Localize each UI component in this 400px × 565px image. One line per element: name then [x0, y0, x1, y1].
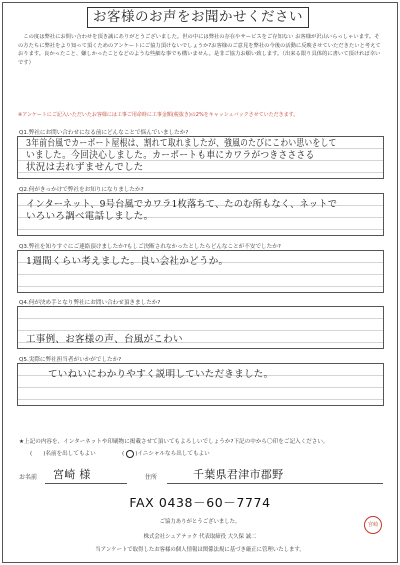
name-field[interactable]: 宮崎 様 — [53, 468, 91, 481]
q1-answer-box[interactable] — [17, 136, 384, 179]
q5-answer-line: ていねいにわかりやすく説明していただきました。 — [48, 369, 274, 380]
q1-label: Q1.弊社にお問い合わせになる前にどんなことで悩んでいましたか? — [19, 130, 189, 136]
q5-label: Q5.実際に弊社担当者がいかがでしたか? — [19, 357, 122, 363]
name-underline — [45, 483, 127, 484]
q3-answer-box[interactable] — [17, 250, 384, 293]
q4-answer-line: 工事例、お客様の声、台風がこわい — [26, 334, 183, 345]
company-name: 株式会社シェアテック 代表取締役 大久保 誠二 — [143, 534, 257, 540]
selected-circle-mark — [126, 450, 134, 458]
q1-answer-line: 3年前台風でカーポート屋根は、割れて取れましたが、強風のたびにこわい思いをして — [26, 138, 337, 149]
page-title: お客様のお声をお聞かせください — [87, 7, 309, 28]
consent-option-label: イニシャルなら出してもよい — [137, 451, 210, 457]
fax-number: FAX 0438－60－7774 — [129, 495, 271, 510]
consent-checkbox-initial[interactable] — [124, 450, 135, 458]
seal-stamp: 宮崎 — [364, 516, 382, 534]
q2-answer-line: いろいろ調べ電話しました。 — [26, 211, 154, 222]
contact-row — [17, 466, 384, 486]
q3-answer-line: 1週間くらい考えました。良い会社かどうか。 — [26, 256, 229, 267]
consent-question: ★上記の内容を、インターネットや印刷物に掲載させて頂いてもよろしいでしょうか?下記の中から〇印をご記入ください。 — [19, 439, 329, 445]
q2-label: Q2.何がきっかけで弊社をお知りになりましたか? — [19, 187, 144, 193]
q1-answer-line: 状況は去れずませんでした — [26, 162, 144, 173]
cashback-notice: ※アンケートにご記入いただいたお客様には工事ご用命時に工事金額(税抜き)の2%をキャッシュバックさせていただきます。 — [18, 112, 299, 118]
address-underline — [167, 483, 383, 484]
q1-answer-line: いました。今回決心しました。カーポートも車にカワラがつきさささる — [26, 150, 315, 161]
address-field[interactable]: 千葉県君津市郡野 — [193, 468, 284, 481]
name-label: お名前 — [19, 474, 38, 481]
consent-option-label: 名前を出してもよい — [45, 451, 96, 457]
q2-answer-box[interactable] — [17, 193, 384, 236]
q5-answer-box[interactable] — [17, 363, 384, 406]
consent-option-initial[interactable]: ( )イニシャルなら出してもよい — [122, 451, 210, 457]
q3-label: Q3.弊社を知りすぐにご連絡頂けましたか?もしご決断されなかったとしたらどんなことが不安でしたか? — [19, 244, 281, 250]
q2-answer-line: インターネット、9号台風でカワラ1枚落ちて、たのむ所もなく、ネットで — [26, 199, 338, 210]
intro-paragraph: この度は弊社にお問い合わせを頂き誠にありがとうございました。世の中には弊社の存在やサービスをご存知ない お客様が沢山いらっしゃいます。その方たちに弊社をより知って頂くためのアンケートにご協力頂けないでしょうか?お客様のご意見を弊社の今後の活動に反映させていただきたいと考えております。良かったこと、嫌しかったことなどのような些細な事でも構いません。是非ご協力お願い致します。（出来る限り具体的に書いて頂ければ幸いです） — [18, 34, 381, 66]
consent-option-name[interactable]: ( )名前を出してもよい — [30, 451, 96, 457]
thanks-text: ご協力ありがとうございました。 — [159, 519, 241, 525]
address-label: 住所 — [145, 474, 158, 481]
privacy-note: 当アンケートで取得したお客様の個人情報は関係法規に基づき厳正に管理いたします。 — [95, 547, 305, 553]
q4-label: Q4.何が決め手となり弊社にお問い合わせ頂きましたか? — [19, 300, 161, 306]
q4-answer-box[interactable] — [17, 306, 384, 349]
intro-text — [18, 33, 382, 67]
